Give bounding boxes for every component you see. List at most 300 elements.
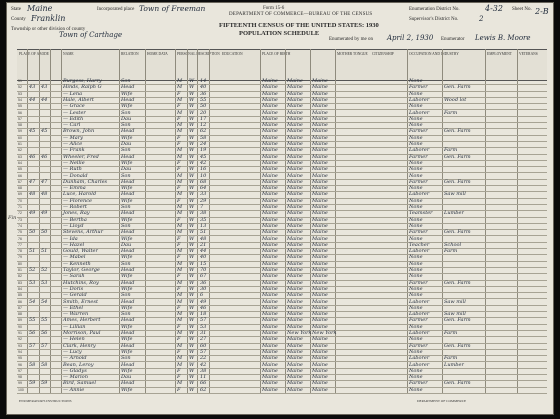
cell-mother-birth: Maine (312, 109, 328, 116)
cell-age: 62 (200, 128, 207, 135)
cell-father-birth: Maine (287, 216, 303, 223)
cell-relation: Dau (121, 115, 132, 122)
cell-occupation: None (409, 204, 423, 210)
department-heading: DEPARTMENT OF COMMERCE—BUREAU OF THE CENSUS (229, 12, 373, 17)
cell-birth: Maine (262, 273, 278, 280)
cell-father-birth: Maine (287, 147, 303, 154)
cell-relation: Wife (121, 323, 133, 330)
cell-occupation: None (409, 185, 423, 192)
cell-line: 63 (18, 154, 22, 159)
supervisor-value: 2 (479, 15, 484, 23)
cell-sex: M (177, 222, 183, 229)
cell-dwelling: 58 (29, 361, 36, 368)
cell-industry: Saw mill (444, 191, 466, 198)
cell-relation: Son (121, 311, 131, 318)
cell-mother-birth: Maine (312, 311, 328, 318)
cell-mother-birth: Maine (312, 292, 328, 299)
cell-dwelling: 53 (29, 279, 36, 286)
cell-birth: Maine (262, 141, 278, 147)
cell-occupation: Farmer (409, 279, 428, 286)
cell-race: W (189, 248, 195, 255)
cell-mother-birth: Maine (312, 141, 328, 147)
cell-name: Bird, Samuel (63, 380, 96, 387)
cell-mother-birth: Maine (312, 204, 328, 210)
cell-occupation: None (409, 304, 423, 311)
cell-race: W (189, 197, 195, 204)
cell-occupation: None (409, 222, 423, 229)
cell-age: 36 (200, 90, 207, 97)
cell-line: 100 (18, 387, 24, 392)
cell-relation: Son (121, 222, 131, 229)
cell-race: W (189, 304, 195, 311)
cell-race: W (189, 78, 195, 84)
cell-age: 67 (200, 273, 207, 280)
cell-relation: Head (121, 210, 135, 217)
cell-race: W (189, 178, 195, 185)
cell-father-birth: Maine (287, 304, 303, 311)
cell-industry: Farm (444, 330, 458, 336)
cell-industry: Gen. Farm (444, 380, 471, 387)
census-grid (17, 49, 547, 394)
census-sheet (6, 2, 554, 415)
col-head-name: NAME (63, 52, 74, 56)
cell-age: 29 (200, 197, 207, 204)
cell-industry: Saw mill (444, 311, 466, 318)
cell-name: — Alice (63, 141, 83, 147)
cell-name: — Sarah (63, 273, 85, 280)
cell-relation: Wife (121, 103, 133, 110)
cell-father-birth: Maine (287, 254, 303, 261)
cell-relation: Dau (121, 141, 132, 147)
cell-occupation: None (409, 285, 423, 292)
cell-age: 30 (200, 285, 207, 292)
cell-father-birth: Maine (287, 386, 303, 393)
cell-father-birth: Maine (287, 374, 303, 381)
cell-age: 17 (200, 115, 207, 122)
cell-line: 56 (18, 110, 22, 115)
cell-sex: M (177, 153, 183, 160)
cell-age: 55 (200, 96, 207, 103)
cell-line: 58 (18, 123, 22, 128)
cell-birth: Maine (262, 178, 278, 185)
margin-note: Fin (8, 215, 17, 221)
cell-father-birth: Maine (287, 153, 303, 160)
cell-father-birth: Maine (287, 248, 303, 255)
cell-age: 35 (200, 216, 207, 223)
cell-sex: M (177, 210, 183, 217)
cell-sex: M (177, 298, 183, 305)
cell-name: — Hazel (63, 241, 85, 248)
cell-birth: Maine (262, 317, 278, 324)
cell-race: W (189, 128, 195, 135)
census-rows (17, 79, 547, 394)
cell-relation: Head (121, 342, 135, 349)
cell-line: 73 (18, 217, 22, 222)
cell-occupation: None (409, 115, 423, 122)
cell-sex: M (177, 147, 183, 154)
cell-sex: M (177, 128, 183, 135)
cell-father-birth: Maine (287, 323, 303, 330)
cell-occupation: Farmer (409, 178, 428, 185)
cell-sex: F (177, 367, 181, 374)
cell-industry: Gen. Farm (444, 342, 471, 349)
cell-line: 79 (18, 255, 22, 260)
cell-birth: Maine (262, 84, 278, 91)
cell-name: — Doris (63, 285, 84, 292)
cell-birth: Maine (262, 197, 278, 204)
cell-mother-birth: Maine (312, 210, 328, 217)
cell-mother-birth: Maine (312, 241, 328, 248)
cell-relation: Head (121, 248, 135, 255)
cell-line: 54 (18, 97, 22, 102)
cell-race: W (189, 342, 195, 349)
col-head-citizenship: CITIZENSHIP (372, 52, 394, 56)
cell-race: W (189, 241, 195, 248)
cell-race: W (189, 90, 195, 97)
cell-mother-birth: New York (312, 330, 337, 336)
cell-family: 47 (41, 178, 48, 185)
cell-father-birth: Maine (287, 273, 303, 280)
cell-birth: Maine (262, 216, 278, 223)
cell-race: W (189, 204, 195, 210)
cell-line: 65 (18, 167, 22, 172)
cell-birth: Maine (262, 241, 278, 248)
cell-name: — Mary (63, 134, 83, 141)
cell-family: 52 (41, 267, 48, 273)
cell-father-birth: Maine (287, 342, 303, 349)
cell-family: 50 (41, 229, 48, 236)
cell-sex: M (177, 204, 183, 210)
cell-mother-birth: Maine (312, 317, 328, 324)
cell-sex: M (177, 122, 183, 129)
cell-occupation: None (409, 367, 423, 374)
cell-birth: Maine (262, 342, 278, 349)
cell-family: 43 (41, 84, 48, 91)
cell-relation: Wife (121, 304, 133, 311)
cell-father-birth: Maine (287, 355, 303, 362)
cell-relation: Son (121, 172, 131, 179)
cell-name: — Annie (63, 386, 85, 393)
cell-relation: Head (121, 317, 135, 324)
footer-right-note: DEPARTMENT OF COMMERCE (417, 399, 467, 403)
sheet-label: Sheet No. (512, 7, 532, 12)
cell-line: 71 (18, 205, 22, 209)
cell-industry: School (444, 241, 462, 248)
cell-name: Jones, Ray (63, 210, 90, 217)
cell-race: W (189, 216, 195, 223)
cell-line: 67 (18, 179, 22, 184)
cell-father-birth: Maine (287, 159, 303, 166)
cell-birth: Maine (262, 191, 278, 198)
cell-name: — Bertha (63, 216, 87, 223)
cell-occupation: Laborer (409, 109, 430, 116)
cell-mother-birth: Maine (312, 90, 328, 97)
cell-line: 69 (18, 192, 22, 197)
cell-birth: Maine (262, 204, 278, 210)
cell-relation: Head (121, 153, 135, 160)
enumerated-value: April 2, 1930 (387, 34, 434, 42)
col-head-veterans: VETERANS (519, 52, 538, 56)
cell-race: W (189, 191, 195, 198)
cell-sex: F (177, 185, 181, 192)
cell-mother-birth: Maine (312, 285, 328, 292)
cell-age: 11 (200, 374, 207, 381)
cell-race: W (189, 279, 195, 286)
cell-occupation: Teamster (409, 210, 433, 217)
cell-sex: M (177, 311, 183, 318)
cell-age: 66 (200, 380, 207, 387)
cell-age: 19 (200, 147, 207, 154)
cell-sex: F (177, 166, 181, 173)
cell-race: W (189, 355, 195, 362)
cell-industry: Farm (444, 109, 458, 116)
cell-name: — Grace (63, 103, 85, 110)
footer-left-note: ENUMERATOR'S INSTRUCTIONS (19, 399, 72, 403)
cell-father-birth: Maine (287, 317, 303, 324)
cell-age: 10 (200, 172, 207, 179)
cell-name: — Lucy (63, 348, 82, 355)
cell-age: 6 (200, 292, 204, 299)
cell-relation: Wife (121, 134, 133, 141)
cell-line: 81 (18, 268, 22, 272)
cell-sex: F (177, 115, 181, 122)
cell-age: 62 (200, 386, 207, 393)
cell-line: 64 (18, 160, 22, 165)
cell-mother-birth: Maine (312, 159, 328, 166)
cell-name: Luce, Harold (63, 191, 97, 198)
cell-occupation: None (409, 134, 423, 141)
cell-relation: Wife (121, 285, 133, 292)
cell-mother-birth: Maine (312, 185, 328, 192)
col-head-personal: PERSONAL DESCRIPTION (177, 52, 220, 56)
cell-sex: M (177, 342, 183, 349)
cell-mother-birth: Maine (312, 147, 328, 154)
cell-name: — Lloyd (63, 222, 84, 229)
cell-mother-birth: Maine (312, 172, 328, 179)
cell-age: 48 (200, 235, 207, 242)
cell-mother-birth: Maine (312, 115, 328, 122)
col-head-tongue: MOTHER TONGUE (337, 52, 368, 56)
cell-line: 61 (18, 142, 22, 146)
cell-birth: Maine (262, 367, 278, 374)
cell-relation: Wife (121, 254, 133, 261)
cell-sex: M (177, 96, 183, 103)
cell-age: 40 (200, 84, 207, 91)
cell-name: Bean, Leroy (63, 361, 94, 368)
cell-race: W (189, 317, 195, 324)
cell-relation: Dau (121, 241, 132, 248)
cell-mother-birth: Maine (312, 355, 328, 362)
cell-sex: F (177, 141, 181, 147)
cell-father-birth: Maine (287, 191, 303, 198)
cell-father-birth: Maine (287, 267, 303, 273)
cell-mother-birth: Maine (312, 323, 328, 330)
state-label: State (11, 7, 21, 12)
cell-mother-birth: Maine (312, 380, 328, 387)
cell-age: 12 (200, 122, 207, 129)
cell-race: W (189, 185, 195, 192)
cell-sex: M (177, 279, 183, 286)
cell-father-birth: Maine (287, 103, 303, 110)
cell-occupation: Laborer (409, 96, 430, 103)
cell-father-birth: New York (287, 330, 312, 336)
cell-sex: F (177, 241, 181, 248)
cell-sex: F (177, 90, 181, 97)
cell-name: Gould, Walter (63, 248, 98, 255)
place-label: Incorporated place (97, 7, 135, 12)
cell-relation: Wife (121, 367, 133, 374)
col-head-employment: EMPLOYMENT (487, 52, 512, 56)
cell-line: 92 (18, 337, 22, 342)
cell-mother-birth: Maine (312, 342, 328, 349)
cell-industry: Gen. Farm (444, 279, 471, 286)
cell-name: Brown, John (63, 128, 95, 135)
cell-relation: Wife (121, 159, 133, 166)
cell-race: W (189, 361, 195, 368)
cell-sex: M (177, 229, 183, 236)
cell-sex: M (177, 292, 183, 299)
cell-race: W (189, 323, 195, 330)
cell-relation: Wife (121, 185, 133, 192)
cell-father-birth: Maine (287, 178, 303, 185)
cell-age: 50 (200, 103, 207, 110)
cell-race: W (189, 380, 195, 387)
cell-relation: Son (121, 147, 131, 154)
cell-birth: Maine (262, 304, 278, 311)
cell-sex: F (177, 216, 181, 223)
cell-line: 62 (18, 148, 22, 153)
cell-race: W (189, 147, 195, 154)
cell-sex: M (177, 78, 183, 84)
cell-relation: Head (121, 380, 135, 387)
cell-occupation: None (409, 273, 423, 280)
cell-mother-birth: Maine (312, 235, 328, 242)
cell-industry: Saw mill (444, 298, 466, 305)
cell-race: W (189, 267, 195, 273)
cell-relation: Head (121, 178, 135, 185)
enumerated-label: Enumerated by me on (329, 37, 374, 42)
cell-line: 55 (18, 104, 22, 109)
cell-line: 84 (18, 286, 22, 291)
cell-birth: Maine (262, 210, 278, 217)
cell-age: 38 (200, 367, 207, 374)
cell-race: W (189, 330, 195, 336)
cell-name: Burgess, Harry (63, 78, 102, 84)
cell-age: 44 (200, 248, 207, 255)
cell-name: — Florence (63, 197, 92, 204)
cell-relation: Son (121, 122, 131, 129)
cell-line: 86 (18, 299, 22, 304)
cell-name: — Nellie (63, 159, 85, 166)
cell-father-birth: Maine (287, 96, 303, 103)
cell-father-birth: Maine (287, 84, 303, 91)
cell-family: 56 (41, 330, 48, 336)
cell-line: 68 (18, 186, 22, 191)
cell-birth: Maine (262, 185, 278, 192)
cell-father-birth: Maine (287, 222, 303, 229)
cell-birth: Maine (262, 285, 278, 292)
cell-sex: F (177, 197, 181, 204)
cell-mother-birth: Maine (312, 166, 328, 173)
cell-race: W (189, 109, 195, 116)
cell-relation: Dau (121, 166, 132, 173)
cell-birth: Maine (262, 361, 278, 368)
cell-family: 57 (41, 342, 48, 349)
cell-birth: Maine (262, 122, 278, 129)
cell-dwelling: 50 (29, 229, 36, 236)
cell-sex: M (177, 178, 183, 185)
cell-occupation: None (409, 267, 423, 273)
cell-occupation: None (409, 386, 423, 393)
cell-mother-birth: Maine (312, 267, 328, 273)
state-value: Maine (27, 4, 53, 13)
cell-sex: F (177, 235, 181, 242)
cell-occupation: None (409, 336, 423, 343)
cell-occupation: None (409, 141, 423, 147)
sheet-value: 2-B (535, 7, 549, 16)
place-value: Town of Freeman (139, 4, 206, 13)
cell-age: 21 (200, 241, 207, 248)
cell-age: 31 (200, 330, 207, 336)
cell-occupation: None (409, 166, 423, 173)
cell-family: 45 (41, 128, 48, 135)
cell-line: 70 (18, 198, 22, 203)
cell-father-birth: Maine (287, 336, 303, 343)
cell-race: W (189, 115, 195, 122)
cell-family: 49 (41, 210, 48, 217)
cell-race: W (189, 222, 195, 229)
cell-mother-birth: Maine (312, 279, 328, 286)
cell-age: 53 (200, 323, 207, 330)
cell-father-birth: Maine (287, 260, 303, 267)
cell-father-birth: Maine (287, 285, 303, 292)
cell-birth: Maine (262, 222, 278, 229)
cell-line: 59 (18, 129, 22, 134)
cell-sex: M (177, 267, 183, 273)
cell-occupation: Farmer (409, 317, 428, 324)
cell-line: 95 (18, 356, 22, 361)
cell-race: W (189, 122, 195, 129)
cell-line: 51 (18, 79, 22, 83)
col-head-occupation: OCCUPATION AND INDUSTRY (409, 52, 459, 56)
cell-relation: Head (121, 267, 135, 273)
cell-age: 51 (200, 229, 207, 236)
cell-age: 42 (200, 361, 207, 368)
cell-age: 45 (200, 153, 207, 160)
cell-industry: Farm (444, 147, 458, 154)
cell-line: 94 (18, 349, 22, 354)
cell-industry: Gen. Farm (444, 84, 471, 91)
cell-family: 44 (41, 96, 48, 103)
cell-mother-birth: Maine (312, 229, 328, 236)
cell-relation: Wife (121, 235, 133, 242)
enumerator-value: Lewis B. Moore (475, 34, 531, 42)
cell-birth: Maine (262, 248, 278, 255)
cell-name: — Carl (63, 122, 81, 129)
column-header-band (17, 49, 547, 81)
cell-name: Smith, Ernest (63, 298, 98, 305)
cell-age: 46 (200, 304, 207, 311)
cell-mother-birth: Maine (312, 374, 328, 381)
cell-relation: Head (121, 330, 135, 336)
county-value: Franklin (31, 14, 66, 23)
cell-occupation: Teacher (409, 241, 430, 248)
cell-father-birth: Maine (287, 115, 303, 122)
cell-line: 87 (18, 305, 22, 310)
cell-father-birth: Maine (287, 134, 303, 141)
cell-birth: Maine (262, 298, 278, 305)
cell-family: 48 (41, 191, 48, 198)
